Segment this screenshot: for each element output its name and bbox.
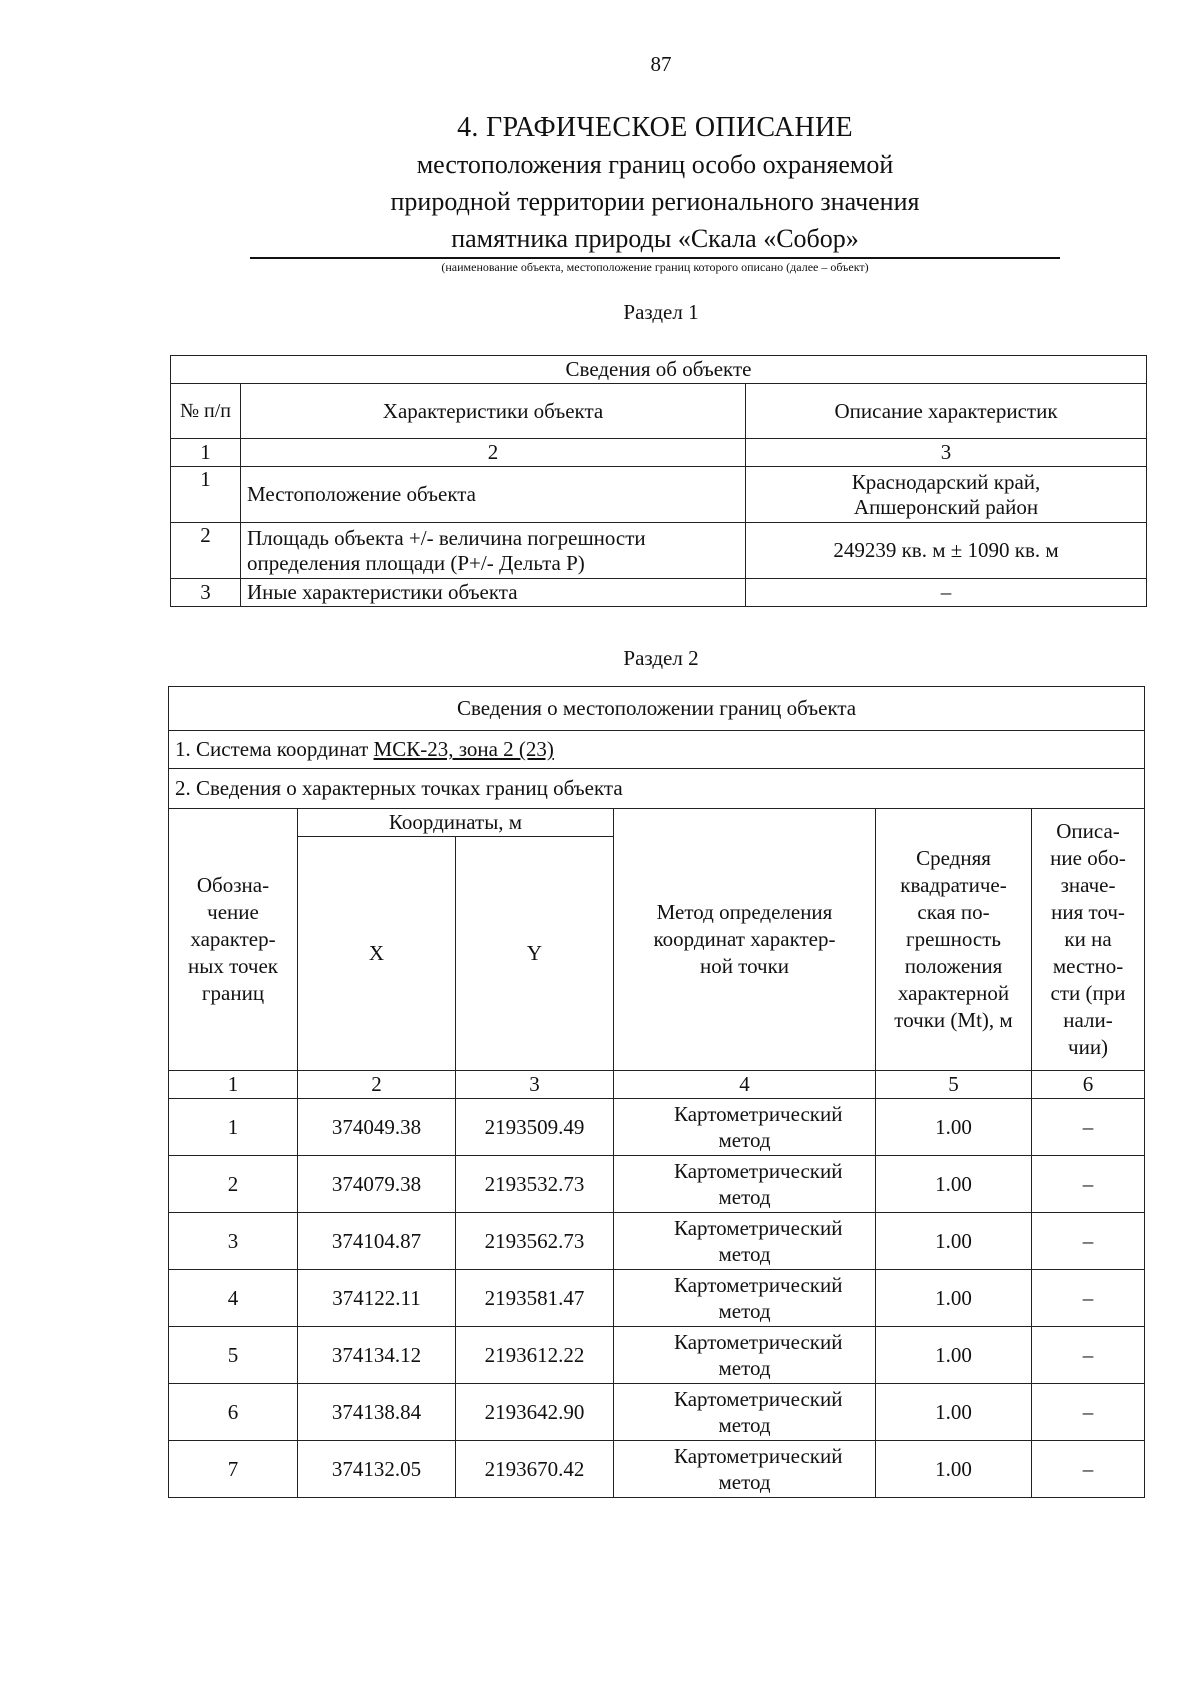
point-description: – [1032,1441,1145,1498]
point-description: – [1032,1213,1145,1270]
colnum: 4 [614,1071,876,1099]
coord-system-row [169,731,1145,769]
point-method: Картометрический метод [614,1213,876,1270]
point-y: 2193612.22 [456,1327,614,1384]
point-error: 1.00 [876,1384,1032,1441]
title-line-1: местоположения границ особо охраняемой [416,150,894,179]
header-y: Y [456,837,614,1071]
row-num: 3 [171,579,241,607]
row-characteristic: Иные характеристики объекта [241,579,746,607]
colnum: 2 [298,1071,456,1099]
colnum: 1 [169,1071,298,1099]
table-row [169,1384,1145,1441]
point-error: 1.00 [876,1156,1032,1213]
point-description: – [1032,1156,1145,1213]
point-method: Картометрический метод [614,1270,876,1327]
points-title-row: 2. Сведения о характерных точках границ объекта [169,769,1145,809]
row-characteristic [241,523,746,579]
colnum: 6 [1032,1071,1145,1099]
point-method: Картометрический метод [614,1327,876,1384]
point-y: 2193562.73 [456,1213,614,1270]
table-row [171,579,1147,607]
section-1-label: Раздел 1 [623,300,699,324]
table-row [171,467,1147,523]
table-row [169,1441,1145,1498]
header-num: № п/п [171,384,241,439]
point-error: 1.00 [876,1213,1032,1270]
point-description: – [1032,1327,1145,1384]
object-info-table [170,355,1147,607]
point-y: 2193670.42 [456,1441,614,1498]
point-method: Картометрический метод [614,1099,876,1156]
points-body [169,1099,1145,1498]
point-id: 3 [169,1213,298,1270]
row-description-line: Апшеронский район [853,494,1039,519]
header-coordinates: Координаты, м [298,809,614,837]
colnum: 2 [241,439,746,467]
point-description: – [1032,1099,1145,1156]
title-line-2: природной территории регионального значения [390,187,920,216]
point-x: 374138.84 [298,1384,456,1441]
row-description: – [746,579,1147,607]
point-x: 374134.12 [298,1327,456,1384]
table-row [169,1099,1145,1156]
header-error: Средняя квадратиче- ская по- грешность положения характерной точки (Mt), м [876,809,1032,1071]
title-main: 4. ГРАФИЧЕСКОЕ ОПИСАНИЕ [457,112,853,143]
point-x: 374132.05 [298,1441,456,1498]
point-error: 1.00 [876,1099,1032,1156]
table-row [171,523,1147,579]
row-characteristic-line: определения площади (Р+/- Дельта Р) [247,550,585,575]
point-id: 5 [169,1327,298,1384]
object-info-title: Сведения об объекте [171,356,1147,384]
row-description-line: Краснодарский край, [851,469,1041,494]
boundaries-title: Сведения о местоположении границ объекта [169,687,1145,731]
header-characteristic: Характеристики объекта [241,384,746,439]
header-method: Метод определения координат характер- ной точки [614,809,876,1071]
title-caption: (наименование объекта, местоположение границ которого описано (далее – объект) [441,260,869,274]
point-id: 1 [169,1099,298,1156]
point-id: 7 [169,1441,298,1498]
row-characteristic: Местоположение объекта [241,467,746,523]
point-description: – [1032,1384,1145,1441]
header-designation: Обозна- чение характер- ных точек границ [169,809,298,1071]
colnum: 5 [876,1071,1032,1099]
point-id: 6 [169,1384,298,1441]
header-description: Описание характеристик [746,384,1147,439]
point-method: Картометрический метод [614,1441,876,1498]
row-num: 2 [171,523,241,579]
point-x: 374122.11 [298,1270,456,1327]
coord-system-prefix: 1. Система координат [175,737,374,761]
point-y: 2193509.49 [456,1099,614,1156]
colnum: 1 [171,439,241,467]
point-y: 2193642.90 [456,1384,614,1441]
point-x: 374079.38 [298,1156,456,1213]
coord-system-value: МСК-23, зона 2 (23) [373,737,554,761]
row-num: 1 [171,467,241,523]
point-x: 374049.38 [298,1099,456,1156]
point-method: Картометрический метод [614,1384,876,1441]
point-y: 2193581.47 [456,1270,614,1327]
table-row [169,1327,1145,1384]
colnum: 3 [746,439,1147,467]
table-row [169,1156,1145,1213]
colnum: 3 [456,1071,614,1099]
point-error: 1.00 [876,1270,1032,1327]
document-title [250,110,1060,274]
header-x: X [298,837,456,1071]
point-y: 2193532.73 [456,1156,614,1213]
section-2-label: Раздел 2 [623,646,699,670]
point-error: 1.00 [876,1441,1032,1498]
page-number: 87 [650,52,672,76]
table-row [169,1270,1145,1327]
point-id: 4 [169,1270,298,1327]
point-description: – [1032,1270,1145,1327]
title-line-3: памятника природы «Скала «Собор» [451,224,859,253]
header-point-description: Описа- ние обо- значе- ния точ- ки на местно- сти (при нали- чии) [1032,809,1145,1071]
point-error: 1.00 [876,1327,1032,1384]
point-method: Картометрический метод [614,1156,876,1213]
table-row [169,1213,1145,1270]
point-x: 374104.87 [298,1213,456,1270]
boundary-points-table [168,686,1145,1498]
row-description: 249239 кв. м ± 1090 кв. м [746,523,1147,579]
point-id: 2 [169,1156,298,1213]
row-characteristic-line: Площадь объекта +/- величина погрешности [247,525,646,550]
title-underline [250,257,1060,259]
row-description [746,467,1147,523]
